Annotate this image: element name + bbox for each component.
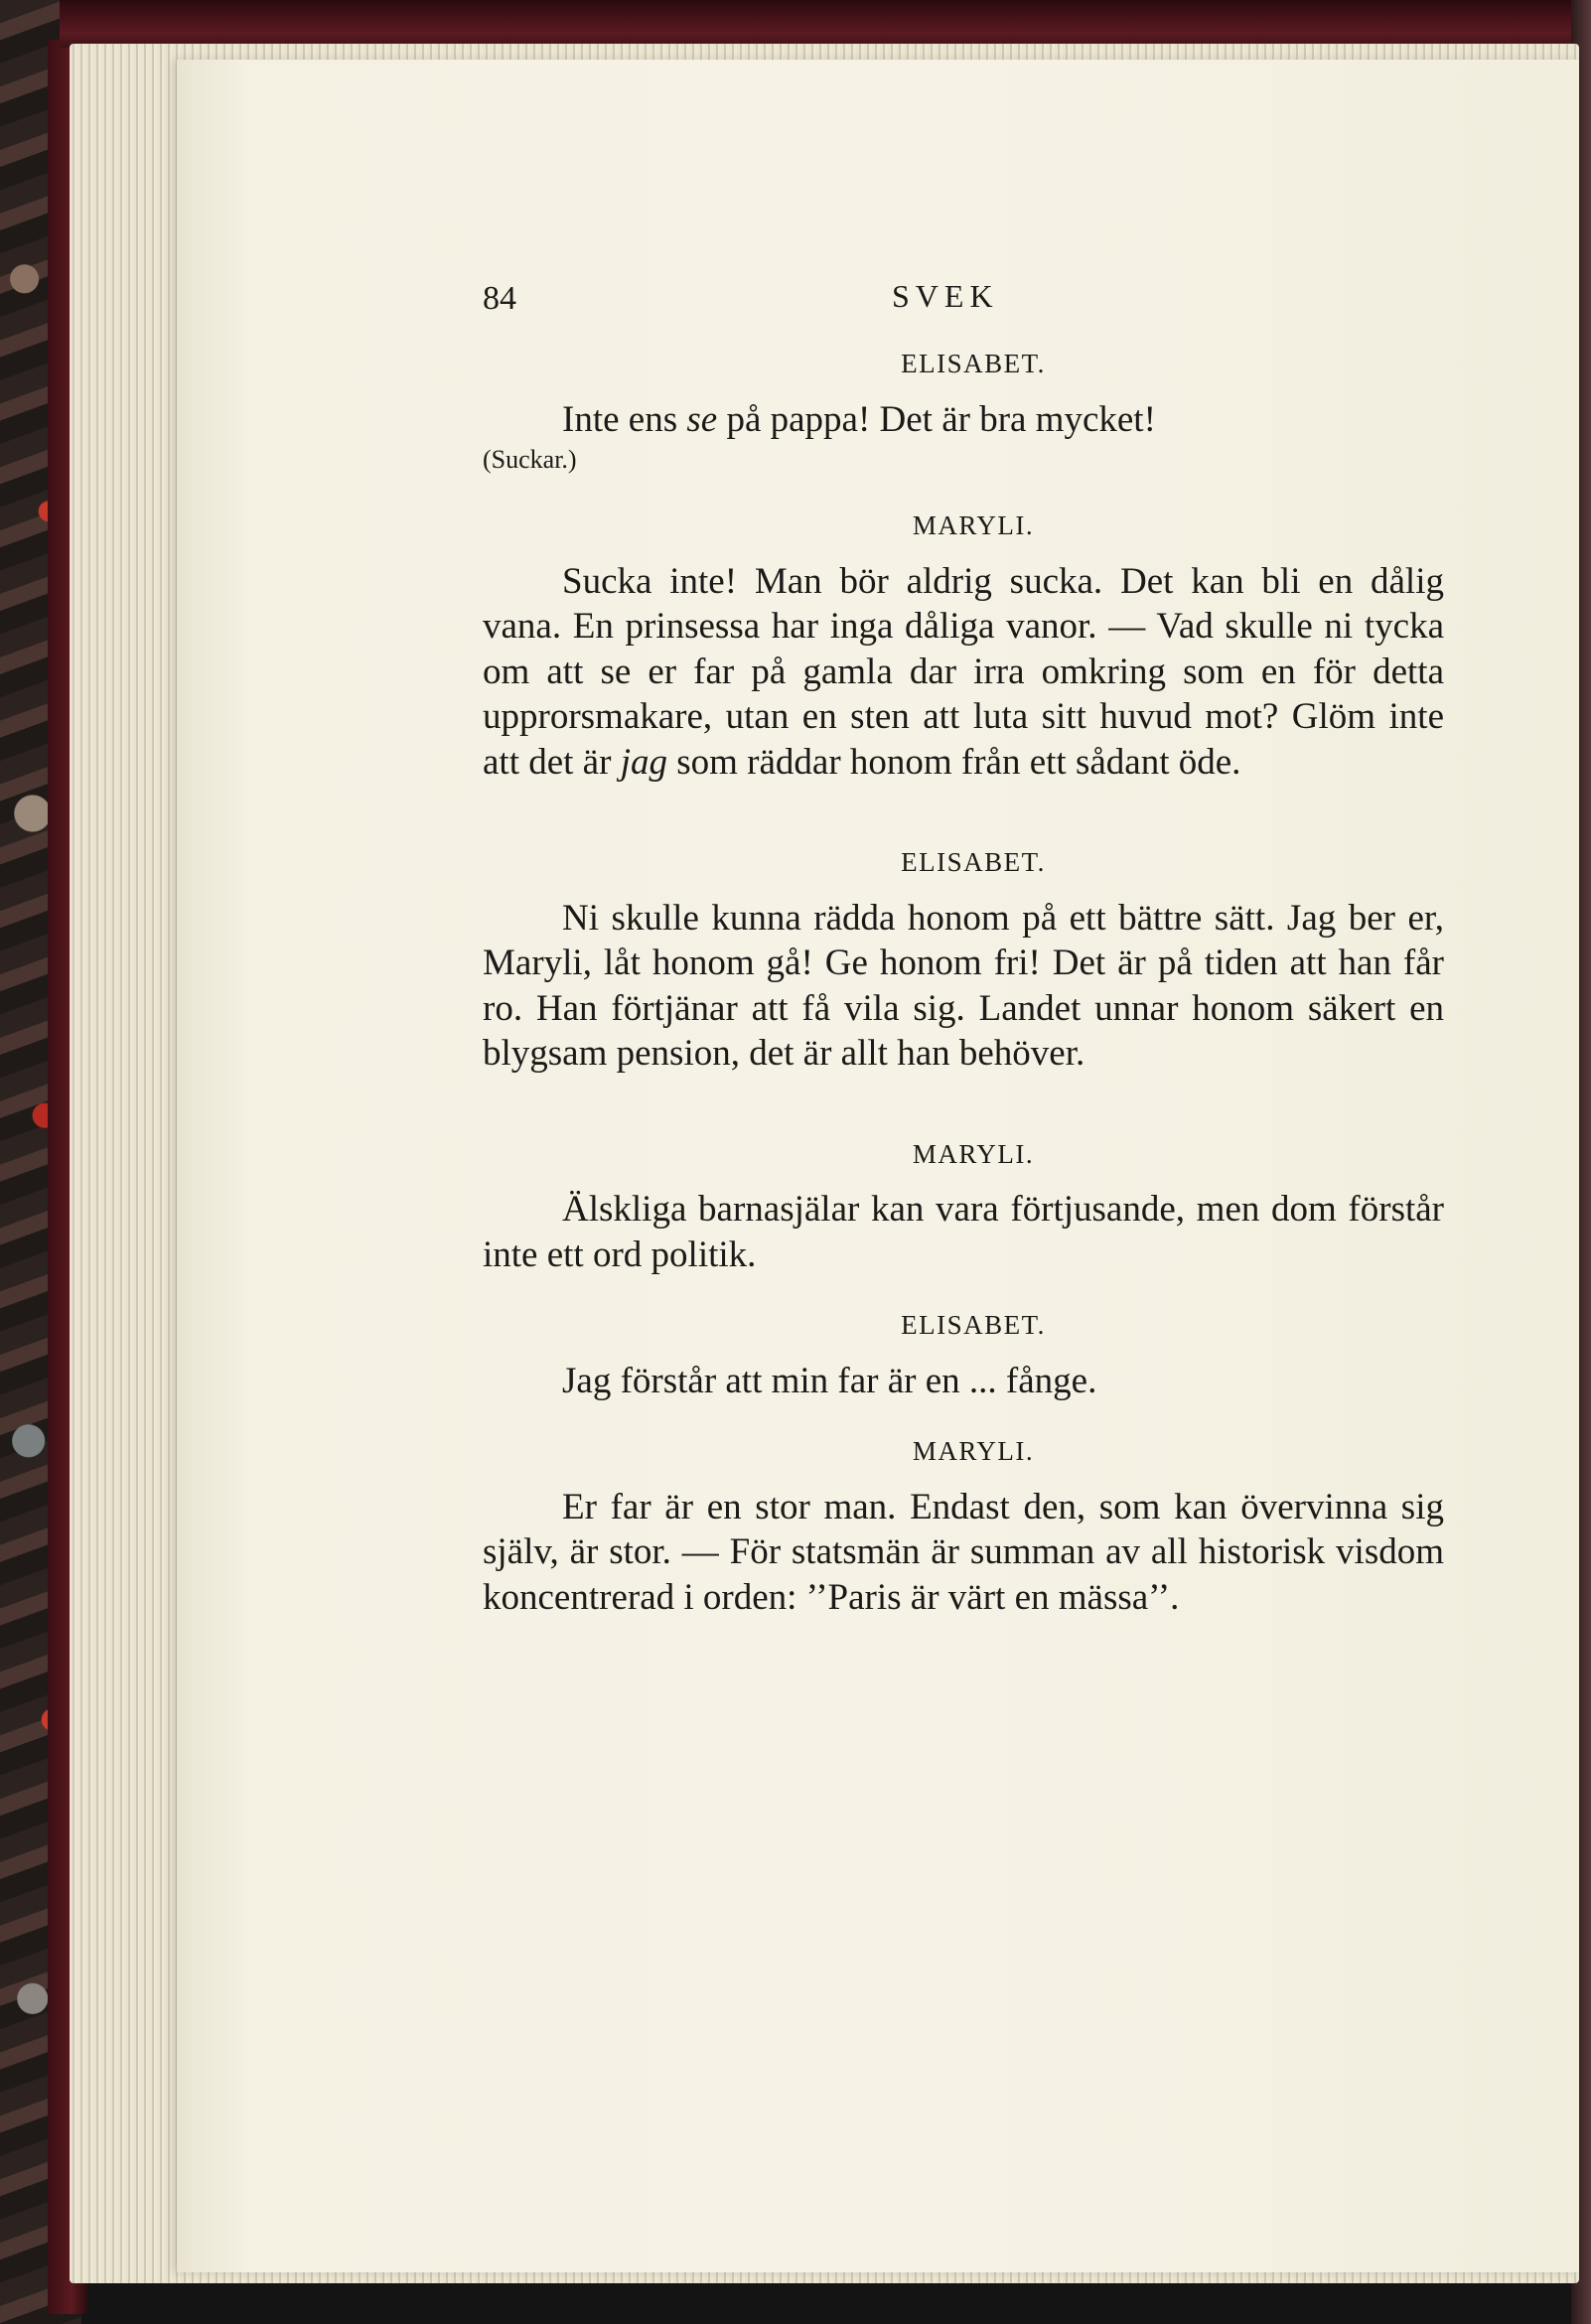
page-number: 84 <box>483 280 516 317</box>
dialogue-paragraph: Ni skulle kunna rädda honom på ett bättre sätt. Jag ber er, Maryli, låt honom gå! Ge honom fri! Det är på tiden att han får ro. Han förtjänar att få vila sig. Landet unnar honom säkert en blygsam pension, det är allt han behöver. <box>483 897 1444 1074</box>
speaker-name: ELISABET. <box>901 1310 1046 1340</box>
speaker-name: MARYLI. <box>912 1436 1035 1466</box>
book-title: SVEK <box>892 278 999 314</box>
dialogue-paragraph: Er far är en stor man. Endast den, som kan övervinna sig själv, är stor. — För statsmän är summan av all historisk visdom koncentrerad i orden: ’’Paris är värt en mässa’’. <box>483 1486 1444 1618</box>
speaker-name: ELISABET. <box>901 349 1046 378</box>
page-text <box>483 268 1444 1620</box>
book-top-edge <box>60 0 1591 48</box>
speaker-name: MARYLI. <box>912 1138 1035 1169</box>
dialogue-paragraph: Sucka inte! Man bör aldrig sucka. Det kan bli en dålig vana. En prinsessa har inga dåliga vanor. — Vad skulle ni tycka om att se er far på gamla dar irra omkring som en för detta upprorsmakare, utan en sten att luta sitt huvud mot? Glöm inte att det är jag som räddar honom från ett sådant öde. <box>483 560 1444 783</box>
speaker-name: MARYLI. <box>912 510 1035 540</box>
running-head <box>483 268 1444 328</box>
speaker-name: ELISABET. <box>901 847 1046 877</box>
dialogue-paragraph: Inte ens se på pappa! Det är bra mycket! <box>562 398 1156 440</box>
stage-direction: (Suckar.) <box>483 445 577 474</box>
dialogue-paragraph: Jag förstår att min far är en ... fånge. <box>562 1360 1097 1401</box>
dialogue-paragraph: Älskliga barnasjälar kan vara förtjusande, men dom förstår inte ett ord politik. <box>483 1189 1444 1275</box>
